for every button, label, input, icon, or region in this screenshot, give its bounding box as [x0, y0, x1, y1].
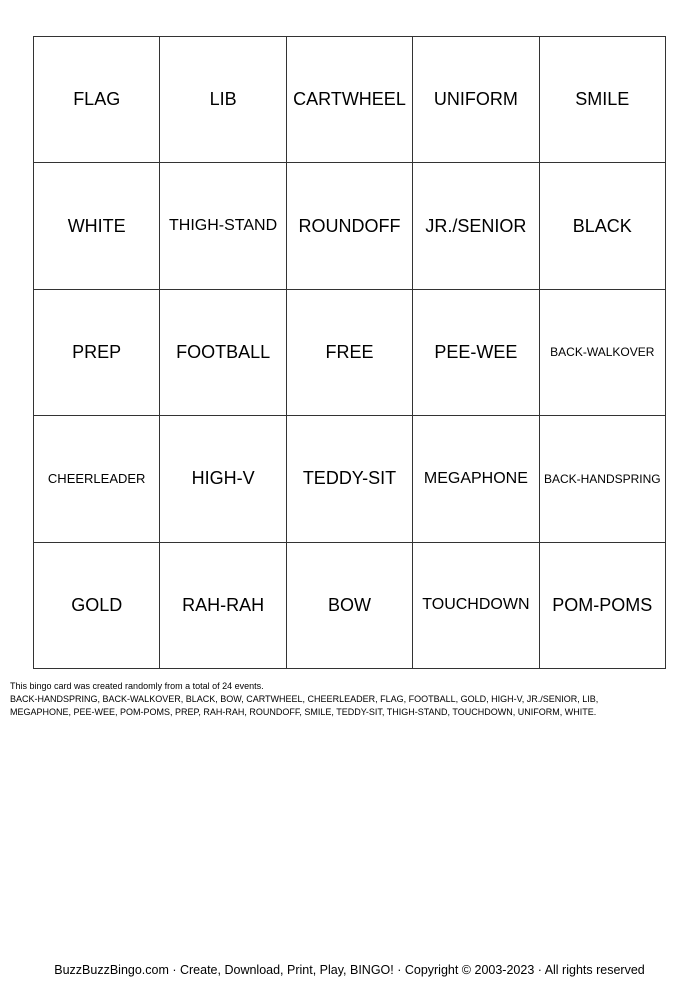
- card-info-summary: This bingo card was created randomly from a total of 24 events.: [10, 681, 264, 691]
- bingo-cell: ROUNDOFF: [287, 163, 413, 289]
- bingo-cell: TEDDY-SIT: [287, 416, 413, 542]
- bingo-card-grid: [33, 36, 666, 669]
- bingo-cell: RAH-RAH: [160, 543, 286, 669]
- bingo-cell: BACK-HANDSPRING: [540, 416, 666, 542]
- bingo-cell: SMILE: [540, 37, 666, 163]
- bingo-cell: PEE-WEE: [413, 290, 539, 416]
- bingo-cell: GOLD: [34, 543, 160, 669]
- card-info: [10, 680, 690, 719]
- bingo-cell-free: FREE: [287, 290, 413, 416]
- bingo-cell: UNIFORM: [413, 37, 539, 163]
- bingo-cell: PREP: [34, 290, 160, 416]
- bingo-cell: THIGH-STAND: [160, 163, 286, 289]
- card-info-events-line: BACK-HANDSPRING, BACK-WALKOVER, BLACK, BOW, CARTWHEEL, CHEERLEADER, FLAG, FOOTBALL, GOLD, HIGH-V, JR./SENIOR, LIB,: [10, 694, 599, 704]
- bingo-cell: FLAG: [34, 37, 160, 163]
- bingo-cell: BLACK: [540, 163, 666, 289]
- bingo-cell: POM-POMS: [540, 543, 666, 669]
- bingo-cell: BACK-WALKOVER: [540, 290, 666, 416]
- bingo-cell: CHEERLEADER: [34, 416, 160, 542]
- bingo-cell: TOUCHDOWN: [413, 543, 539, 669]
- bingo-cell: FOOTBALL: [160, 290, 286, 416]
- bingo-cell: CARTWHEEL: [287, 37, 413, 163]
- page-footer: BuzzBuzzBingo.com · Create, Download, Print, Play, BINGO! · Copyright © 2003-2023 · All rights reserved: [54, 963, 645, 977]
- bingo-cell: JR./SENIOR: [413, 163, 539, 289]
- card-info-events-line: MEGAPHONE, PEE-WEE, POM-POMS, PREP, RAH-RAH, ROUNDOFF, SMILE, TEDDY-SIT, THIGH-STAND, TOUCHDOWN, UNIFORM, WHITE.: [10, 707, 597, 717]
- bingo-cell: MEGAPHONE: [413, 416, 539, 542]
- bingo-cell: WHITE: [34, 163, 160, 289]
- bingo-cell: LIB: [160, 37, 286, 163]
- bingo-cell: BOW: [287, 543, 413, 669]
- bingo-cell: HIGH-V: [160, 416, 286, 542]
